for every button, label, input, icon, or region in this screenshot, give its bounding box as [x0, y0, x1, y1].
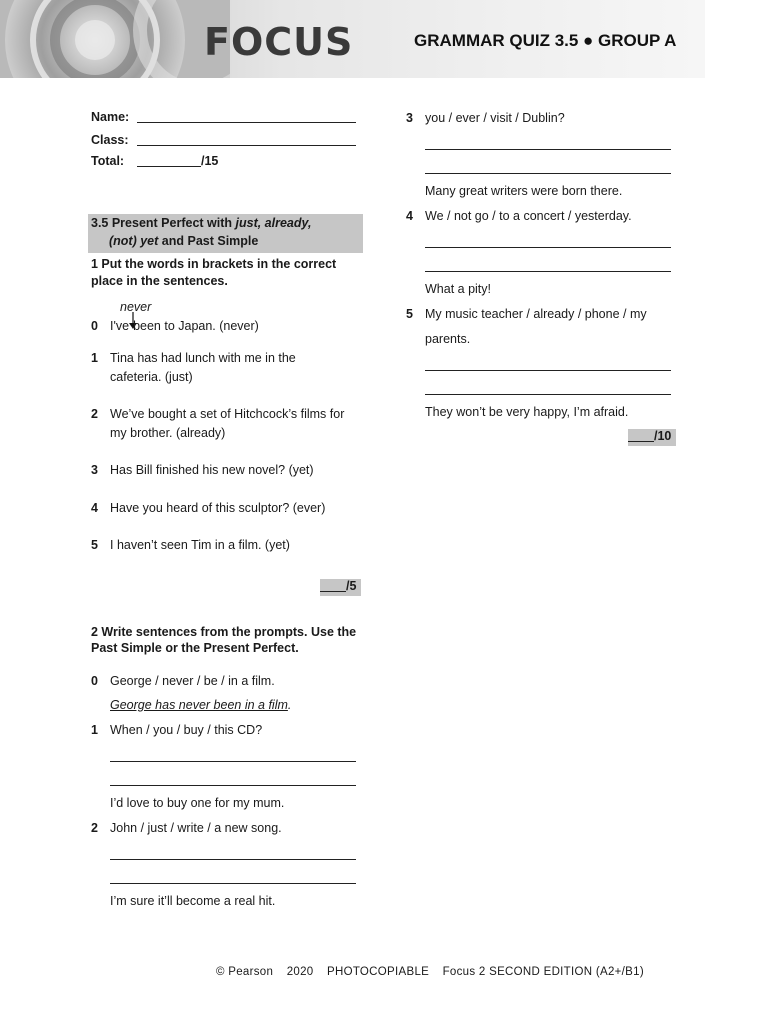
answer-line[interactable]	[110, 785, 356, 786]
ex2-item-follow: They won’t be very happy, I’m afraid.	[425, 405, 629, 419]
footer-photocopiable: PHOTOCOPIABLE	[327, 966, 430, 978]
ex1-item-line2: my brother. (already)	[110, 426, 226, 440]
ex2-example-prompt: George / never / be / in a film.	[110, 674, 275, 688]
footer-copyright: © Pearson	[216, 966, 274, 978]
ex1-item-number: 2	[91, 407, 98, 421]
ex1-item-number: 1	[91, 351, 98, 365]
ex1-item-line1: Have you heard of this sculptor? (ever)	[110, 501, 326, 515]
exercise1-score-total: /5	[346, 579, 357, 593]
ex1-item-number: 4	[91, 501, 98, 515]
header-banner	[0, 0, 705, 78]
ex2-item-follow: I’m sure it’ll become a real hit.	[110, 894, 276, 908]
exercise1-score-field[interactable]	[320, 579, 346, 592]
section-heading-suffix: and Past Simple	[158, 234, 259, 248]
example-before: I've	[110, 319, 130, 333]
ex2-item-prompt: When / you / buy / this CD?	[110, 723, 263, 737]
ex1-item-number: 5	[91, 538, 98, 552]
section-heading-prefix: 3.5 Present Perfect with	[91, 216, 236, 230]
answer-line[interactable]	[425, 271, 671, 272]
focus-logo: FOCUS	[204, 20, 354, 64]
class-label: Class:	[91, 133, 129, 147]
ex2-example-answer: George has never been in a film	[110, 698, 288, 712]
footer-year: 2020	[286, 966, 314, 978]
ex1-item-line1: We’ve bought a set of Hitchcock’s films for	[110, 407, 345, 421]
ex2-item-follow: Many great writers were born there.	[425, 184, 623, 198]
ex1-item-line1: Tina has had lunch with me in the	[110, 351, 296, 365]
ex2-item-number: 4	[406, 209, 413, 223]
footer-edition: Focus 2 SECOND EDITION (A2+/B1)	[442, 966, 644, 978]
total-suffix: /15	[201, 154, 219, 168]
ex1-item-line1: Has Bill finished his new novel? (yet)	[110, 463, 314, 477]
name-label: Name:	[91, 110, 130, 124]
ex2-example-number: 0	[91, 674, 98, 688]
ex2-item-number: 2	[91, 821, 98, 835]
answer-line[interactable]	[425, 149, 671, 150]
class-field[interactable]	[137, 145, 356, 146]
example-insert-word: never	[120, 300, 152, 314]
name-field[interactable]	[137, 122, 356, 123]
exercise2-score-total: /10	[654, 429, 672, 443]
exercise1-score-box	[320, 579, 361, 596]
answer-line[interactable]	[110, 859, 356, 860]
exercise1-instruction-line1: 1 Put the words in brackets in the correct	[91, 257, 337, 271]
answer-line[interactable]	[425, 370, 671, 371]
ex2-item-prompt: We / not go / to a concert / yesterday.	[425, 209, 632, 223]
ex2-item-number: 5	[406, 307, 413, 321]
total-field[interactable]	[137, 166, 201, 167]
answer-line[interactable]	[110, 883, 356, 884]
ex2-example-answer-end: .	[287, 698, 292, 712]
section-heading-italic-2: (not) yet	[109, 234, 159, 248]
banner-decoration-graphic	[0, 0, 230, 78]
answer-line[interactable]	[425, 247, 671, 248]
exercise2-instruction-line1: 2 Write sentences from the prompts. Use the	[91, 625, 357, 639]
answer-line[interactable]	[425, 394, 671, 395]
ex2-item-prompt: you / ever / visit / Dublin?	[425, 111, 565, 125]
ex2-example-answer-wrap	[110, 698, 291, 712]
example-number: 0	[91, 319, 98, 333]
ex2-item-number: 3	[406, 111, 413, 125]
page-title: GRAMMAR QUIZ 3.5 ● GROUP A	[414, 31, 677, 50]
exercise2-instruction-line2: Past Simple or the Present Perfect.	[91, 641, 299, 655]
ex1-item-number: 3	[91, 463, 98, 477]
ex2-item-number: 1	[91, 723, 98, 737]
ex2-item-prompt-line1: My music teacher / already / phone / my	[425, 307, 647, 321]
answer-line[interactable]	[425, 173, 671, 174]
section-heading-italic-1: just, already,	[235, 216, 312, 230]
ex1-item-line1: I haven’t seen Tim in a film. (yet)	[110, 538, 290, 552]
footer	[216, 966, 654, 978]
exercise2-score-field[interactable]	[628, 429, 654, 442]
exercise2-score-box	[628, 429, 676, 446]
ex1-item-line2: cafeteria. (just)	[110, 370, 193, 384]
answer-line[interactable]	[110, 761, 356, 762]
example-after: been to Japan. (never)	[133, 319, 259, 333]
section-heading	[88, 214, 363, 253]
ex2-item-prompt: John / just / write / a new song.	[110, 821, 282, 835]
ex2-item-follow: I’d love to buy one for my mum.	[110, 796, 285, 810]
total-label: Total:	[91, 154, 125, 168]
ex2-item-follow: What a pity!	[425, 282, 491, 296]
exercise1-instruction-line2: place in the sentences.	[91, 274, 228, 288]
example-sentence	[110, 319, 259, 333]
ex2-item-prompt-line2: parents.	[425, 332, 471, 346]
